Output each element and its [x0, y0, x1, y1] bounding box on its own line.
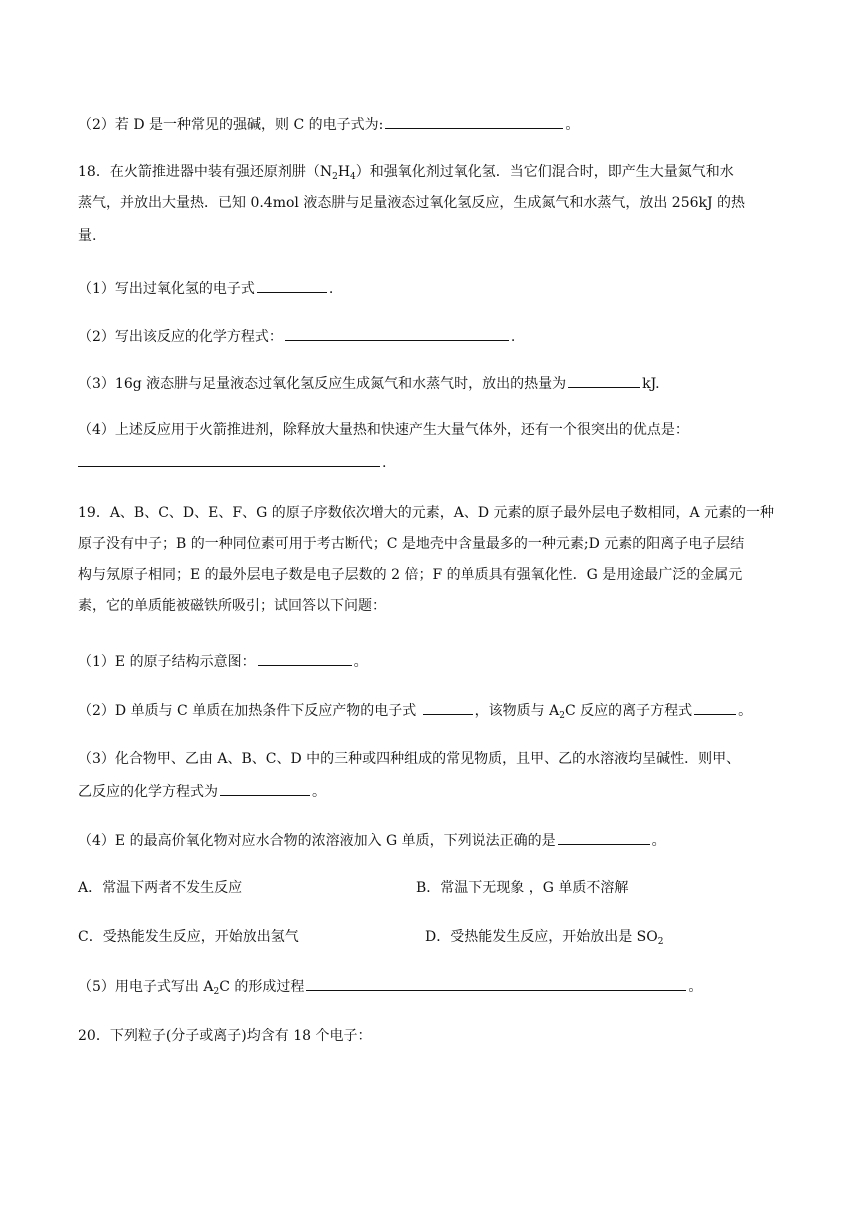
q19-part3-line1: （3）化合物甲、乙由 A、B、C、D 中的三种或四种组成的常见物质，且甲、乙的水溶液均呈碱性．则甲、: [78, 751, 741, 767]
q18-part2-end: .: [510, 329, 516, 345]
q19-line1: 19．A、B、C、D、E、F、G 的原子序数依次增大的元素，A、D 元素的原子最外层电子数相同，A 元素的一种: [78, 505, 775, 521]
q18-part4-answer: [78, 452, 800, 473]
answer-blank[interactable]: [568, 373, 640, 388]
q19-part4: [78, 830, 800, 851]
q18-part1-text: （1）写出过氧化氢的电子式: [78, 281, 255, 297]
q18-line1: [78, 162, 800, 182]
q18-part4: （4）上述反应用于火箭推进剂，除释放大量热和快速产生大量气体外，还有一个很突出的优点是：: [78, 422, 689, 438]
answer-blank[interactable]: [694, 700, 736, 715]
q17-part2-end: 。: [565, 117, 580, 133]
q19-part1: [78, 651, 800, 672]
q18-part4-end: .: [382, 455, 387, 471]
q19-line2: 原子没有中子；B 的一种同位素可用于考古断代；C 是地壳中含量最多的一种元素;D 元素的阳离子电子层结: [78, 536, 745, 552]
answer-blank[interactable]: [285, 326, 509, 341]
option-c: C．受热能发生反应，开始放出氢气: [78, 929, 299, 945]
q19-part5-end: 。: [688, 979, 703, 995]
q18-text: ）和强氧化剂过氧化氢．当它们混合时，即产生大量氮气和水: [355, 164, 734, 180]
q19-part5: [78, 976, 800, 997]
answer-blank[interactable]: [385, 114, 563, 129]
q18-part3-end: kJ.: [642, 376, 660, 392]
q18-part3-text: （3）16g 液态肼与足量液态过氧化氢反应生成氮气和水蒸气时，放出的热量为: [78, 376, 567, 392]
answer-blank[interactable]: [220, 781, 310, 796]
q17-part2-text: （2）若 D 是一种常见的强碱，则 C 的电子式为:: [78, 117, 384, 133]
q17-part2: [78, 114, 800, 135]
subscript: 2: [332, 172, 338, 182]
answer-blank[interactable]: [306, 976, 686, 991]
answer-blank[interactable]: [257, 278, 327, 293]
option-d: [425, 927, 663, 947]
subscript: 4: [350, 172, 356, 182]
q19-part1-text: （1）E 的原子结构示意图：: [78, 654, 256, 670]
q18-line3: 量.: [78, 228, 97, 244]
q19-part1-end: 。: [353, 654, 368, 670]
q19-part2-text: C 反应的离子方程式: [564, 703, 693, 719]
subscript: 2: [213, 987, 220, 997]
answer-blank[interactable]: [423, 700, 473, 715]
q18-part1: [78, 278, 800, 299]
q19-part5-text: （5）用电子式写出 A: [78, 979, 214, 995]
q19-part5-text: C 的形成过程: [219, 979, 305, 995]
q20-line1: 20．下列粒子(分子或离子)均含有 18 个电子：: [78, 1028, 372, 1044]
q18-part2: [78, 326, 800, 347]
q19-part2-text: （2）D 单质与 C 单质在加热条件下反应产物的电子式: [78, 703, 421, 719]
subscript: 2: [559, 711, 565, 721]
q19-part4-text: （4）E 的最高价氧化物对应水合物的浓溶液加入 G 单质，下列说法正确的是: [78, 833, 556, 849]
answer-blank[interactable]: [78, 452, 380, 467]
q18-line2: 蒸气，并放出大量热．已知 0.4mol 液态肼与足量液态过氧化氢反应，生成氮气和水蒸气，放出 256kJ 的热: [78, 195, 746, 211]
q19-line4: 素，它的单质能被磁铁所吸引；试回答以下问题：: [78, 598, 386, 614]
q19-part4-end: 。: [651, 833, 666, 849]
q18-part3: [78, 373, 800, 394]
answer-blank[interactable]: [258, 651, 352, 666]
q19-part2-text: ，该物质与 A: [474, 703, 560, 719]
q18-text: H: [337, 164, 351, 180]
q19-part3-text: 乙反应的化学方程式为: [78, 784, 218, 800]
answer-blank[interactable]: [558, 830, 650, 845]
q18-text: 18．在火箭推进器中装有强还原剂肼（N: [78, 164, 333, 180]
option-a: A．常温下两者不发生反应: [78, 880, 243, 896]
q19-line3: 构与氖原子相同；E 的最外层电子数是电子层数的 2 倍；F 的单质具有强氧化性．G 是用途最广泛的金属元: [78, 567, 743, 583]
q18-part2-text: （2）写出该反应的化学方程式：: [78, 329, 283, 345]
q19-part3-end: 。: [312, 784, 326, 800]
option-d-text: D．受热能发生反应，开始放出是 SO: [425, 929, 658, 945]
q18-part1-end: .: [328, 281, 334, 297]
q19-part3-line2: [78, 781, 800, 802]
q19-part2-end: 。: [738, 703, 753, 719]
q19-part2: [78, 700, 800, 721]
subscript: 2: [657, 937, 664, 947]
option-b: B．常温下无现象 ，G 单质不溶解: [416, 880, 629, 896]
